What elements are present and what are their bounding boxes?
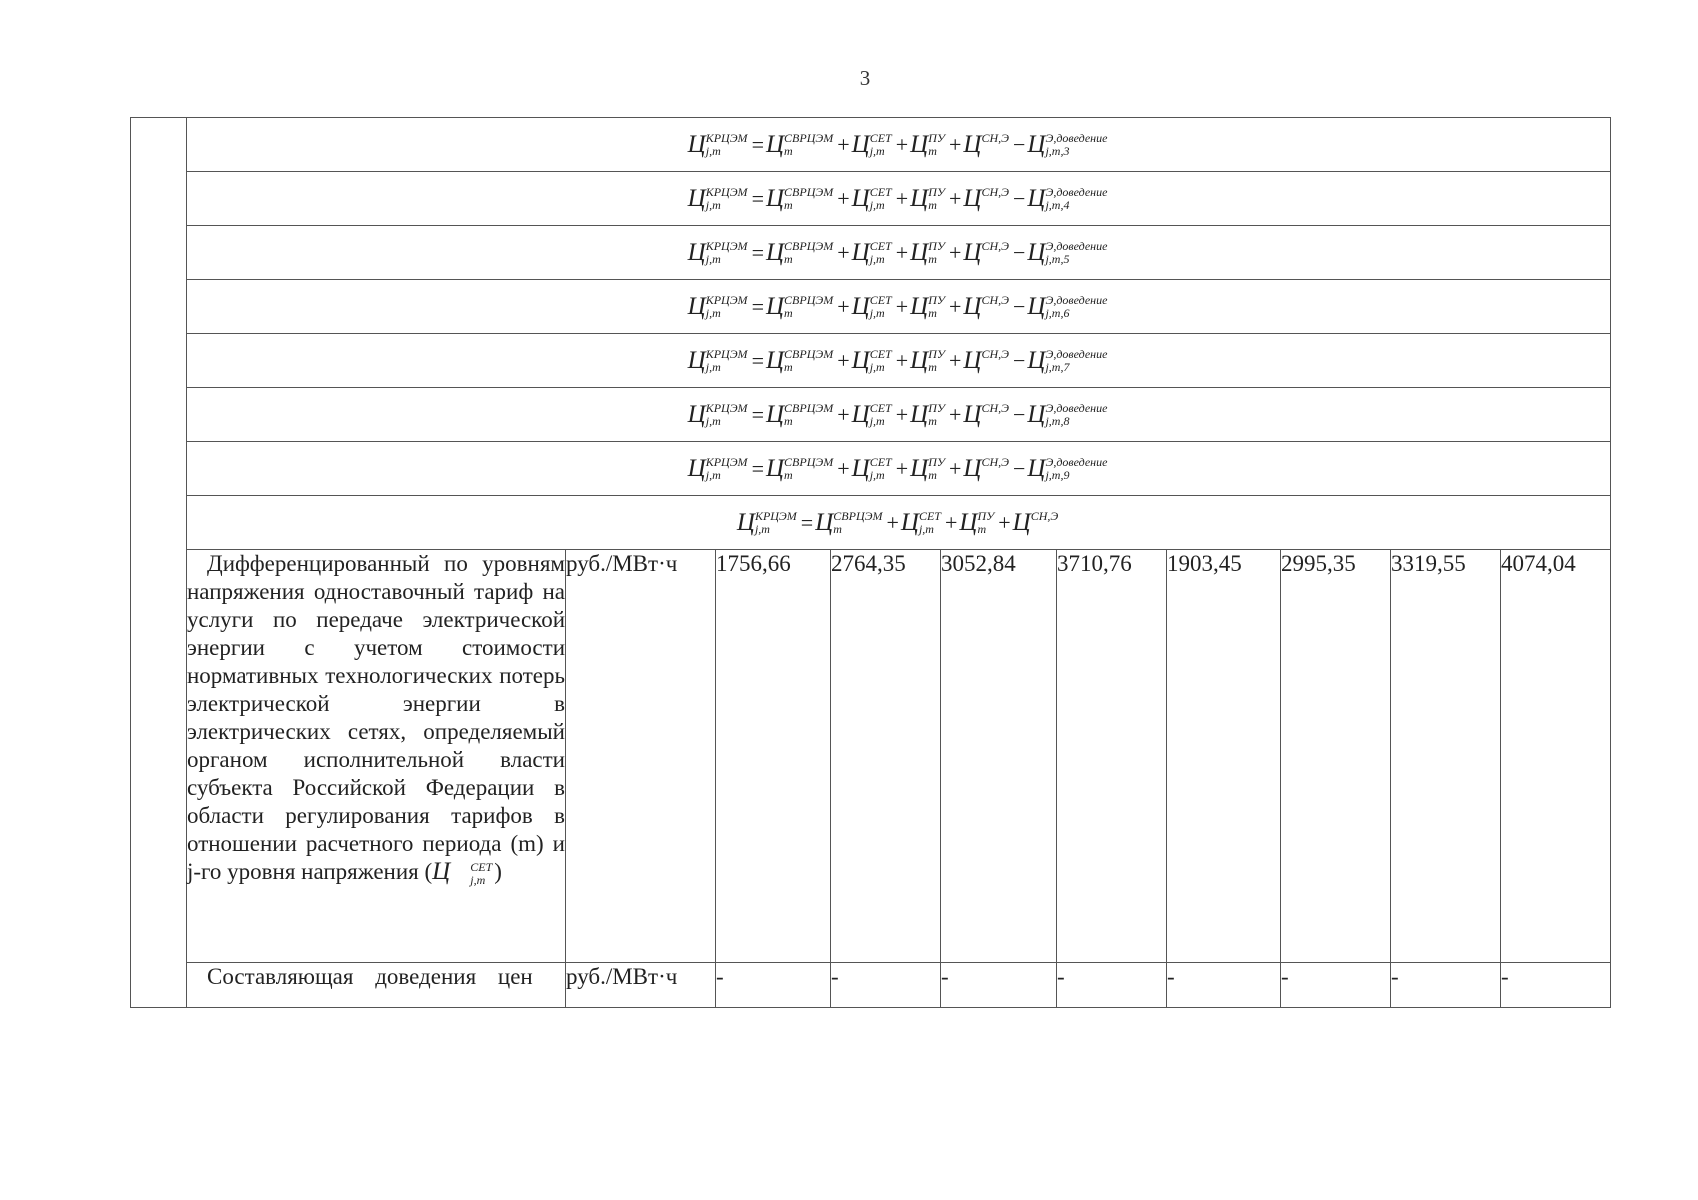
tariff-description: Дифференцированный по уровням напряжения одноставочный тариф на услуги по передаче электрической энергии с учетом стоимости нормативных технологических потерь электрической энергии в электрических сетях, определяемый органом исполнительной власти субъекта Российской Федерации в области регулирования тарифов в отношении расчетного периода (m) и j-го уровня напряжения ( xyxy=(187,551,565,884)
formula-superscript: ПУ xyxy=(928,184,945,199)
formula-operator: + xyxy=(948,131,962,157)
formula-subscript: m xyxy=(928,251,937,266)
formula-subscript: m xyxy=(833,521,842,536)
formula-symbol: Ц xyxy=(963,292,982,320)
row-number-cell xyxy=(131,118,187,1008)
formula-symbol: Ц xyxy=(687,292,706,320)
tariff-value: 3710,76 xyxy=(1057,550,1167,963)
tariff-description-cell xyxy=(187,550,566,963)
formula-symbol: Ц xyxy=(963,346,982,374)
formula-superscript: Э,доведение xyxy=(1045,454,1108,469)
formula-operator: + xyxy=(837,131,850,157)
formula-symbol: Ц xyxy=(963,184,982,212)
formula-operator: = xyxy=(751,455,764,481)
dovedenie-description: Составляющая доведения цен xyxy=(207,964,533,989)
formula xyxy=(688,131,1110,159)
formula-operator: + xyxy=(948,401,962,427)
formula-superscript: СН,Э xyxy=(981,400,1009,415)
formula-subscript: j,m xyxy=(705,143,721,158)
formula-superscript: КРЦЭМ xyxy=(705,454,748,469)
formula-symbol: Ц xyxy=(1012,508,1031,536)
page-number: 3 xyxy=(859,66,871,90)
formula-symbol: Ц xyxy=(1027,400,1046,428)
formula-superscript: Э,доведение xyxy=(1045,184,1108,199)
formula-symbol: Ц xyxy=(963,238,982,266)
dovedenie-unit: руб./МВт·ч xyxy=(566,963,716,1008)
formula-superscript: СН,Э xyxy=(981,238,1009,253)
tariff-description-closing: ) xyxy=(494,859,502,884)
formula-operator: + xyxy=(837,293,850,319)
formula-operator: + xyxy=(948,347,962,373)
formula-symbol: Ц xyxy=(765,130,785,158)
formula-symbol: Ц xyxy=(963,400,982,428)
formula-superscript: СЕТ xyxy=(869,400,892,415)
formula-superscript: СВРЦЭМ xyxy=(784,454,834,469)
formula-subscript: m xyxy=(784,251,793,266)
formula-operator: + xyxy=(837,455,850,481)
formula-subscript: j,m xyxy=(869,413,885,428)
formula-symbol: Ц xyxy=(910,184,929,212)
formula-symbol: Ц xyxy=(1027,238,1046,266)
formula xyxy=(737,509,1060,537)
formula-operator: = xyxy=(751,185,764,211)
dovedenie-row xyxy=(131,963,1611,1008)
dovedenie-value: - xyxy=(1057,963,1167,1008)
tariff-value: 2764,35 xyxy=(831,550,941,963)
dovedenie-description-cell xyxy=(187,963,566,1008)
formula-superscript: СВРЦЭМ xyxy=(784,346,834,361)
formula-superscript: Э,доведение xyxy=(1045,292,1108,307)
formula-symbol: Ц xyxy=(765,184,785,212)
formula-symbol: Ц xyxy=(1027,454,1046,482)
formula xyxy=(688,239,1110,267)
formula-operator: + xyxy=(948,293,962,319)
formula-subscript: j,m xyxy=(869,305,885,320)
formula-operator: + xyxy=(837,239,850,265)
formula-operator: − xyxy=(1012,239,1026,265)
formula-cell xyxy=(187,280,1611,334)
formula-symbol: Ц xyxy=(959,508,978,536)
formula-superscript: Э,доведение xyxy=(1045,346,1108,361)
dovedenie-value: - xyxy=(1391,963,1501,1008)
formula-symbol: Ц xyxy=(687,238,706,266)
formula-operator: + xyxy=(895,455,909,481)
formula-symbol: Ц xyxy=(910,238,929,266)
formula-operator: = xyxy=(751,239,764,265)
formula-symbol: Ц xyxy=(687,130,706,158)
formula-symbol: Ц xyxy=(851,238,870,266)
formula-symbol: Ц xyxy=(765,292,785,320)
formula-symbol: Ц xyxy=(851,184,870,212)
formula-operator: = xyxy=(751,347,764,373)
formula-superscript: СН,Э xyxy=(981,184,1009,199)
formula-superscript: КРЦЭМ xyxy=(754,508,797,523)
formula-subscript: j,m xyxy=(705,359,721,374)
formula-subscript: m xyxy=(784,143,793,158)
formula-cell xyxy=(187,334,1611,388)
formula xyxy=(688,455,1110,483)
formula xyxy=(688,293,1110,321)
formula-symbol: Ц xyxy=(910,292,929,320)
formula-superscript: СЕТ xyxy=(869,184,892,199)
formula-operator: + xyxy=(948,455,962,481)
formula-operator: + xyxy=(944,509,958,535)
formula-subscript: j,m,6 xyxy=(1045,305,1070,320)
formula-symbol: Ц xyxy=(910,346,929,374)
formula-subscript: m xyxy=(977,521,987,536)
formula-operator: + xyxy=(895,185,909,211)
formula-superscript: ПУ xyxy=(928,292,945,307)
formula-superscript: ПУ xyxy=(928,346,945,361)
formula-subscript: m xyxy=(784,413,793,428)
formula-symbol: Ц xyxy=(765,454,785,482)
tariff-value: 3319,55 xyxy=(1391,550,1501,963)
formula-subscript: j,m,5 xyxy=(1045,251,1070,266)
dovedenie-value: - xyxy=(1167,963,1281,1008)
formula-operator: + xyxy=(886,509,899,535)
formula-superscript: СН,Э xyxy=(981,130,1009,145)
formula-symbol: Ц xyxy=(851,454,870,482)
formula-row xyxy=(131,172,1611,226)
formula-subscript: j,m,3 xyxy=(1045,143,1070,158)
formula-operator: + xyxy=(948,185,962,211)
formula-subscript: j,m,9 xyxy=(1045,467,1070,482)
formula-subscript: j,m xyxy=(705,305,721,320)
formula-superscript: СВРЦЭМ xyxy=(784,400,834,415)
formula-subscript: j,m xyxy=(869,197,885,212)
formula-operator: + xyxy=(837,185,850,211)
formula-symbol: Ц xyxy=(1027,184,1046,212)
formula-cell xyxy=(187,172,1611,226)
formula xyxy=(688,185,1110,213)
formula-subscript: j,m xyxy=(869,359,885,374)
formula-subscript: m xyxy=(928,359,937,374)
formula-subscript: j,m xyxy=(869,251,885,266)
tariff-table xyxy=(130,117,1611,1008)
formula-operator: − xyxy=(1012,347,1026,373)
formula-symbol: Ц xyxy=(963,454,982,482)
formula-symbol: Ц xyxy=(851,346,870,374)
formula-superscript: СЕТ xyxy=(869,346,892,361)
formula-operator: + xyxy=(895,401,909,427)
formula-subscript: j,m xyxy=(470,872,486,887)
formula-subscript: j,m xyxy=(869,143,885,158)
formula-operator: = xyxy=(800,509,814,535)
formula-superscript: ПУ xyxy=(977,508,995,523)
formula-superscript: КРЦЭМ xyxy=(705,346,748,361)
formula-subscript: m xyxy=(928,143,937,158)
dovedenie-value: - xyxy=(1501,963,1611,1008)
formula-subscript: m xyxy=(928,197,937,212)
formula-symbol: Ц xyxy=(851,130,870,158)
formula-subscript: j,m,8 xyxy=(1045,413,1070,428)
formula-symbol: Ц xyxy=(432,858,451,885)
dovedenie-value: - xyxy=(716,963,831,1008)
tariff-value: 4074,04 xyxy=(1501,550,1611,963)
formula-subscript: m xyxy=(928,305,937,320)
formula-symbol: Ц xyxy=(910,130,929,158)
formula-superscript: СЕТ xyxy=(869,454,892,469)
formula-superscript: СН,Э xyxy=(981,292,1009,307)
formula-superscript: СВРЦЭМ xyxy=(784,292,834,307)
formula-operator: + xyxy=(837,401,850,427)
formula-subscript: j,m xyxy=(705,413,721,428)
formula-operator: = xyxy=(751,131,764,157)
formula-superscript: ПУ xyxy=(928,454,945,469)
formula-superscript: СЕТ xyxy=(470,859,493,874)
formula-subscript: j,m xyxy=(705,467,721,482)
formula-row xyxy=(131,118,1611,172)
formula-superscript: КРЦЭМ xyxy=(705,184,748,199)
formula-subscript: m xyxy=(784,359,793,374)
dovedenie-value: - xyxy=(1281,963,1391,1008)
formula-operator: + xyxy=(895,347,909,373)
formula-superscript: СВРЦЭМ xyxy=(784,238,834,253)
tariff-value: 2995,35 xyxy=(1281,550,1391,963)
formula-superscript: Э,доведение xyxy=(1045,238,1108,253)
formula-superscript: ПУ xyxy=(928,400,945,415)
formula-subscript: m xyxy=(784,197,793,212)
formula-symbol: Ц xyxy=(736,508,755,536)
tariff-value: 1903,45 xyxy=(1167,550,1281,963)
formula-superscript: Э,доведение xyxy=(1045,400,1108,415)
dovedenie-value: - xyxy=(831,963,941,1008)
formula-subscript: j,m,4 xyxy=(1045,197,1070,212)
formula-subscript: j,m xyxy=(918,521,934,536)
formula-superscript: Э,доведение xyxy=(1045,130,1108,145)
formula-cell xyxy=(187,226,1611,280)
formula-symbol: Ц xyxy=(910,400,929,428)
formula-subscript: j,m xyxy=(705,197,721,212)
formula-operator: + xyxy=(948,239,962,265)
formula-superscript: ПУ xyxy=(928,130,945,145)
formula-subscript: m xyxy=(784,467,793,482)
formula-symbol: Ц xyxy=(687,184,706,212)
tariff-row xyxy=(131,550,1611,963)
formula-superscript: СВРЦЭМ xyxy=(784,130,834,145)
formula-superscript: СЕТ xyxy=(918,508,941,523)
formula-superscript: СЕТ xyxy=(869,292,892,307)
formula-row xyxy=(131,496,1611,550)
formula-symbol: Ц xyxy=(687,454,706,482)
formula-symbol: Ц xyxy=(1027,130,1046,158)
formula-symbol: Ц xyxy=(687,346,706,374)
formula xyxy=(688,401,1110,429)
formula-operator: − xyxy=(1012,185,1026,211)
formula-symbol: Ц xyxy=(765,238,785,266)
formula-operator: − xyxy=(1012,131,1026,157)
formula-row xyxy=(131,334,1611,388)
formula-operator: + xyxy=(837,347,850,373)
formula-superscript: КРЦЭМ xyxy=(705,292,748,307)
formula-row xyxy=(131,442,1611,496)
formula-symbol: Ц xyxy=(687,400,706,428)
formula-row xyxy=(131,388,1611,442)
formula-symbol: Ц xyxy=(1027,346,1046,374)
formula-operator: + xyxy=(998,509,1011,535)
formula-operator: − xyxy=(1012,401,1026,427)
formula-superscript: ПУ xyxy=(928,238,945,253)
tariff-value: 3052,84 xyxy=(941,550,1057,963)
tariff-value: 1756,66 xyxy=(716,550,831,963)
formula-superscript: СН,Э xyxy=(1030,508,1059,523)
formula-symbol: Ц xyxy=(815,508,834,536)
formula-symbol: Ц xyxy=(900,508,919,536)
formula-subscript: m xyxy=(928,413,937,428)
formula-subscript: j,m,7 xyxy=(1045,359,1070,374)
formula-subscript: m xyxy=(928,467,937,482)
formula-symbol: Ц xyxy=(910,454,929,482)
formula-operator: + xyxy=(895,239,909,265)
formula-superscript: СН,Э xyxy=(981,346,1009,361)
formula-superscript: СН,Э xyxy=(981,454,1009,469)
formula-symbol: Ц xyxy=(851,292,870,320)
formula-superscript: СВРЦЭМ xyxy=(833,508,883,523)
formula-operator: = xyxy=(751,293,764,319)
formula-operator: − xyxy=(1012,455,1026,481)
formula-subscript: j,m xyxy=(869,467,885,482)
formula-symbol: Ц xyxy=(1027,292,1046,320)
formula xyxy=(688,347,1110,375)
formula-operator: = xyxy=(751,401,764,427)
dovedenie-value: - xyxy=(941,963,1057,1008)
formula-cell xyxy=(187,388,1611,442)
formula-operator: + xyxy=(895,131,909,157)
formula-row xyxy=(131,226,1611,280)
formula-cell xyxy=(187,442,1611,496)
formula-subscript: j,m xyxy=(705,251,721,266)
formula-cell xyxy=(187,118,1611,172)
formula-superscript: КРЦЭМ xyxy=(705,400,748,415)
formula-superscript: КРЦЭМ xyxy=(705,130,748,145)
formula-symbol: Ц xyxy=(765,400,785,428)
formula-subscript: m xyxy=(784,305,793,320)
formula-superscript: КРЦЭМ xyxy=(705,238,748,253)
formula-symbol: Ц xyxy=(851,400,870,428)
formula-symbol: Ц xyxy=(765,346,785,374)
formula-subscript: j,m xyxy=(754,521,770,536)
formula-superscript: СЕТ xyxy=(869,238,892,253)
formula-operator: − xyxy=(1012,293,1026,319)
formula-superscript: СЕТ xyxy=(869,130,892,145)
formula-cell xyxy=(187,496,1611,550)
formula-row xyxy=(131,280,1611,334)
formula-superscript: СВРЦЭМ xyxy=(784,184,834,199)
formula-operator: + xyxy=(895,293,909,319)
tariff-unit: руб./МВт·ч xyxy=(566,550,716,963)
formula-symbol: Ц xyxy=(963,130,982,158)
